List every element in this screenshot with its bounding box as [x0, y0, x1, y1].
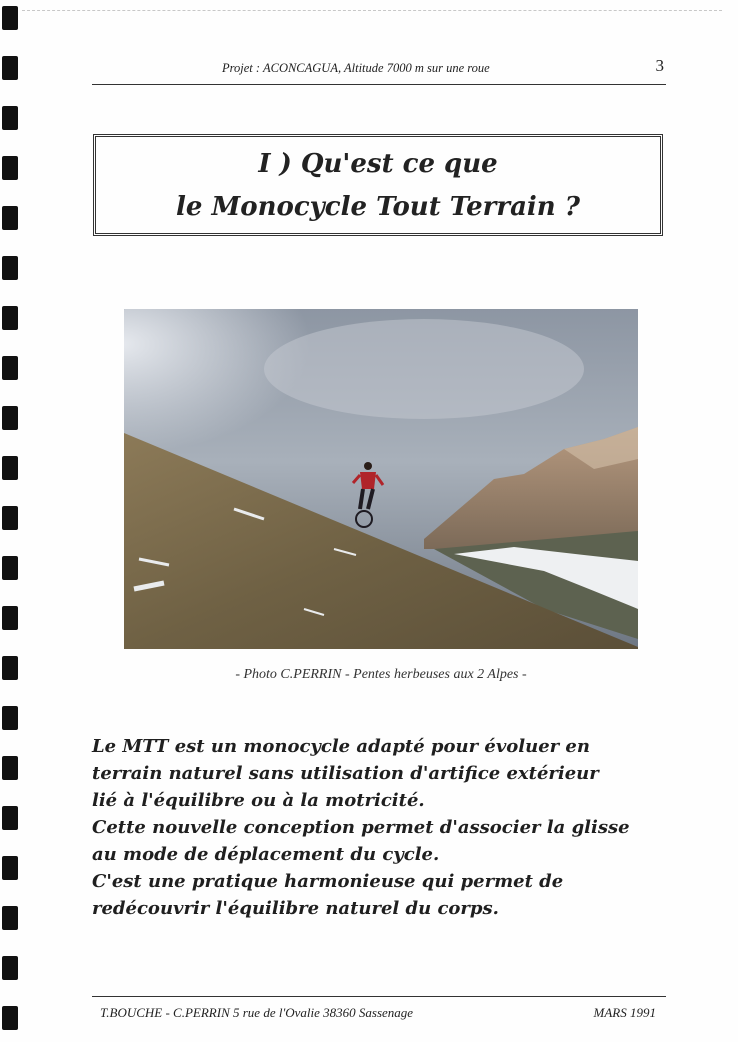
spiral-binding: [0, 0, 22, 1042]
header-title: Projet : ACONCAGUA, Altitude 7000 m sur une roue: [222, 61, 490, 75]
section-title-box: [93, 134, 663, 236]
section-title-line-1: I ) Qu'est ce que: [258, 149, 498, 179]
body-line: lié à l'équilibre ou à la motricité.: [92, 790, 425, 811]
section-title-line-2: le Monocycle Tout Terrain ?: [176, 192, 580, 222]
photo-caption: - Photo C.PERRIN - Pentes herbeuses aux 2 Alpes -: [235, 667, 527, 682]
photo-unicyclist-on-slope: [124, 309, 638, 649]
body-paragraph: [92, 733, 692, 922]
body-line: redécouvrir l'équilibre naturel du corps.: [92, 898, 499, 919]
top-dashed-rule: [22, 10, 722, 11]
page-number: 3: [655, 56, 664, 75]
page-footer: [92, 996, 666, 1027]
footer-authors: T.BOUCHE - C.PERRIN 5 rue de l'Ovalie 38360 Sassenage: [100, 1005, 414, 1020]
body-line: C'est une pratique harmonieuse qui permet de: [92, 871, 564, 892]
body-line: Cette nouvelle conception permet d'associer la glisse: [92, 817, 630, 838]
body-line: au mode de déplacement du cycle.: [92, 844, 440, 865]
body-line: Le MTT est un monocycle adapté pour évoluer en: [92, 736, 590, 757]
page-header: [92, 58, 666, 85]
footer-date: MARS 1991: [593, 1005, 656, 1020]
body-line: terrain naturel sans utilisation d'artifice extérieur: [92, 763, 599, 784]
